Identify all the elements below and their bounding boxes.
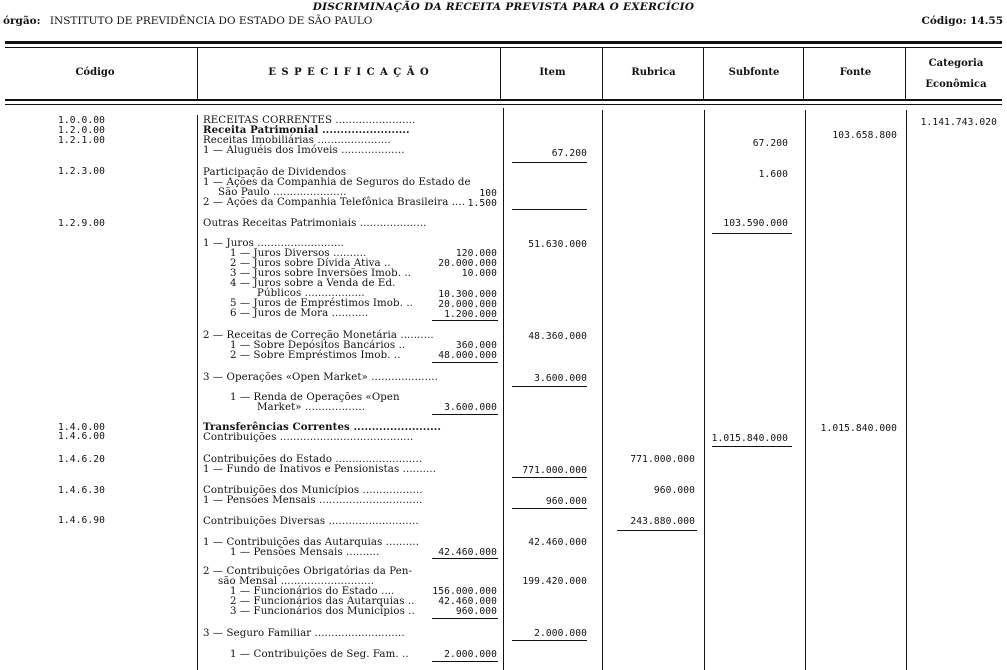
column-divider <box>805 110 806 670</box>
item-amount: 67.200 <box>551 148 587 159</box>
subfonte-amount: 103.590.000 <box>723 218 788 229</box>
top-rule-thin <box>5 47 1002 48</box>
item-amount: 42.460.000 <box>528 537 587 548</box>
account-code: 1.4.6.00 <box>58 431 106 442</box>
spec-line: 4 — Juros sobre a Venda de Ed. <box>230 278 396 289</box>
spec-line: RECEITAS CORRENTES ........................ <box>203 115 416 126</box>
spec-line: 6 — Juros de Mora ........... <box>230 308 369 319</box>
spec-line: Receita Patrimonial ........................ <box>203 124 410 136</box>
account-code: 1.2.9.00 <box>58 218 106 229</box>
item-total-rule <box>512 162 587 163</box>
spec-line: 1 — Sobre Depósitos Bancários .. <box>230 340 406 351</box>
column-header-categoria: Categoria <box>928 58 984 69</box>
sub-amount: 1.200.000 <box>444 309 497 320</box>
sub-total-rule <box>432 661 498 662</box>
spec-line: Receitas Imobiliárias ...................... <box>203 135 391 146</box>
column-header-rubrica: Rubrica <box>631 67 676 78</box>
spec-line: 1 — Pensões Mensais ............................... <box>203 495 423 506</box>
column-divider <box>906 110 907 670</box>
account-code: 1.0.0.00 <box>58 115 106 126</box>
sub-amount: 100 <box>479 188 497 199</box>
column-divider <box>197 115 198 670</box>
fonte-amount: 103.658.800 <box>832 130 897 141</box>
spec-line: 1 — Aluguéis dos Imóveis ................... <box>203 145 405 156</box>
item-amount: 48.360.000 <box>528 331 587 342</box>
sub-amount: 960.000 <box>455 606 497 617</box>
column-header-especificacao: E S P E C I F I C A Ç Ã O <box>268 67 430 78</box>
spec-line: Participação de Dividendos <box>203 167 347 178</box>
sub-total-rule <box>432 558 498 559</box>
document-title: DISCRIMINAÇÃO DA RECEITA PREVISTA PARA O EXERCÍCIO <box>312 1 695 13</box>
item-total-rule <box>512 477 587 478</box>
spec-line: Públicos .................. <box>257 288 365 299</box>
spec-line: 3 — Operações «Open Market» .................... <box>203 372 438 383</box>
spec-line: Contribuições do Estado .......................... <box>203 454 423 465</box>
sub-amount: 42.460.000 <box>438 596 497 607</box>
item-amount: 3.600.000 <box>534 373 587 384</box>
spec-line: 2 — Juros sobre Dívida Ativa .. <box>230 258 391 269</box>
spec-line: 2 — Receitas de Correção Monetária .......... <box>203 330 434 341</box>
subfonte-total-rule <box>712 233 792 234</box>
account-code: 1.2.3.00 <box>58 166 106 177</box>
organization-label: órgão: <box>3 15 41 27</box>
categoria-amount: 1.141.743.020 <box>920 117 997 128</box>
spec-line: 3 — Juros sobre Inversões Imob. .. <box>230 268 412 279</box>
column-header-economica: Econômica <box>925 79 987 90</box>
fonte-amount: 1.015.840.000 <box>820 423 897 434</box>
item-total-rule <box>512 640 587 641</box>
account-code: 1.2.1.00 <box>58 135 106 146</box>
spec-line: Market» .................. <box>257 402 366 413</box>
spec-line: 1 — Fundo de Inativos e Pensionistas .......... <box>203 464 437 475</box>
spec-line: 1 — Contribuições das Autarquias .......... <box>203 537 420 548</box>
spec-line: Outras Receitas Patrimoniais .................... <box>203 218 427 229</box>
sub-amount: 20.000.000 <box>438 299 497 310</box>
spec-line: são Mensal ............................ <box>218 576 375 587</box>
document-code: Código: 14.55 <box>921 15 1003 27</box>
item-amount: 2.000.000 <box>534 628 587 639</box>
spec-line: 1 — Juros .......................... <box>203 238 345 249</box>
rubrica-total-rule <box>617 530 697 531</box>
rubrica-amount: 771.000.000 <box>630 454 695 465</box>
spec-line: Contribuições Diversas ........................... <box>203 516 419 527</box>
spec-line: Contribuições ........................................ <box>203 432 414 443</box>
column-header-subfonte: Subfonte <box>728 67 780 78</box>
account-code: 1.4.6.20 <box>58 454 106 465</box>
account-code: 1.4.0.00 <box>58 422 106 433</box>
sub-amount: 3.600.000 <box>444 402 497 413</box>
item-amount: 51.630.000 <box>528 239 587 250</box>
sub-amount: 156.000.000 <box>432 586 497 597</box>
account-code: 1.4.6.90 <box>58 515 106 526</box>
spec-line: 1 — Pensões Mensais .......... <box>230 547 380 558</box>
sub-amount: 120.000 <box>455 248 497 259</box>
sub-amount: 20.000.000 <box>438 258 497 269</box>
spec-line: São Paulo ...................... <box>218 187 347 198</box>
account-code: 1.4.6.30 <box>58 485 106 496</box>
column-divider <box>503 108 504 670</box>
spec-line: 2 — Ações da Companhia Telefônica Brasileira .... <box>203 197 466 208</box>
rubrica-amount: 243.880.000 <box>630 516 695 527</box>
spec-line: 1 — Contribuições de Seg. Fam. .. <box>230 649 409 660</box>
spec-line: 2 — Funcionários das Autarquias .. <box>230 596 415 607</box>
item-amount: 960.000 <box>545 496 587 507</box>
spec-line: 3 — Seguro Familiar ........................... <box>203 628 405 639</box>
sub-amount: 10.300.000 <box>438 289 497 300</box>
spec-line: Transferências Correntes ........................ <box>203 421 442 433</box>
item-total-rule <box>512 209 587 210</box>
sub-amount: 360.000 <box>455 340 497 351</box>
header-bottom-rule <box>5 99 1002 101</box>
top-rule-thick <box>5 41 1002 44</box>
sub-total-rule <box>432 618 498 619</box>
column-header-fonte: Fonte <box>839 67 872 78</box>
column-divider <box>500 48 501 99</box>
column-divider <box>602 110 603 670</box>
subfonte-total-rule <box>712 446 792 447</box>
rubrica-amount: 960.000 <box>653 485 695 496</box>
organization-name: INSTITUTO DE PREVIDÊNCIA DO ESTADO DE SÃO PAULO <box>49 15 373 27</box>
spec-line: 1 — Juros Diversos .......... <box>230 248 367 259</box>
spec-line: 1 — Renda de Operações «Open <box>230 392 400 403</box>
sub-total-rule <box>432 362 498 363</box>
subfonte-amount: 1.600 <box>758 169 788 180</box>
column-header-item: Item <box>539 67 566 78</box>
spec-line: 2 — Contribuições Obrigatórias da Pen- <box>203 566 413 577</box>
sub-amount: 1.500 <box>467 198 497 209</box>
sub-total-rule <box>432 414 498 415</box>
item-amount: 771.000.000 <box>522 465 587 476</box>
account-code: 1.2.0.00 <box>58 125 106 136</box>
item-amount: 199.420.000 <box>522 576 587 587</box>
spec-line: 1 — Funcionários do Estado .... <box>230 586 395 597</box>
sub-amount: 10.000 <box>461 268 497 279</box>
spec-line: 3 — Funcionários dos Municípios .. <box>230 606 415 617</box>
spec-line: Contribuições dos Municípios .................. <box>203 485 423 496</box>
header-bottom-rule-thin <box>5 104 1002 105</box>
organization-line <box>3 15 372 27</box>
item-total-rule <box>512 508 587 509</box>
item-total-rule <box>512 386 587 387</box>
sub-amount: 48.000.000 <box>438 350 497 361</box>
column-header-codigo: Código <box>75 67 115 78</box>
sub-total-rule <box>432 320 498 321</box>
subfonte-amount: 1.015.840.000 <box>711 433 788 444</box>
spec-line: 2 — Sobre Empréstimos Imob. .. <box>230 350 401 361</box>
spec-line: 1 — Ações da Companhia de Seguros do Estado de <box>203 177 471 188</box>
column-divider <box>704 110 705 670</box>
sub-amount: 2.000.000 <box>444 649 497 660</box>
subfonte-amount: 67.200 <box>752 138 788 149</box>
spec-line: 5 — Juros de Empréstimos Imob. .. <box>230 298 413 309</box>
sub-amount: 42.460.000 <box>438 547 497 558</box>
